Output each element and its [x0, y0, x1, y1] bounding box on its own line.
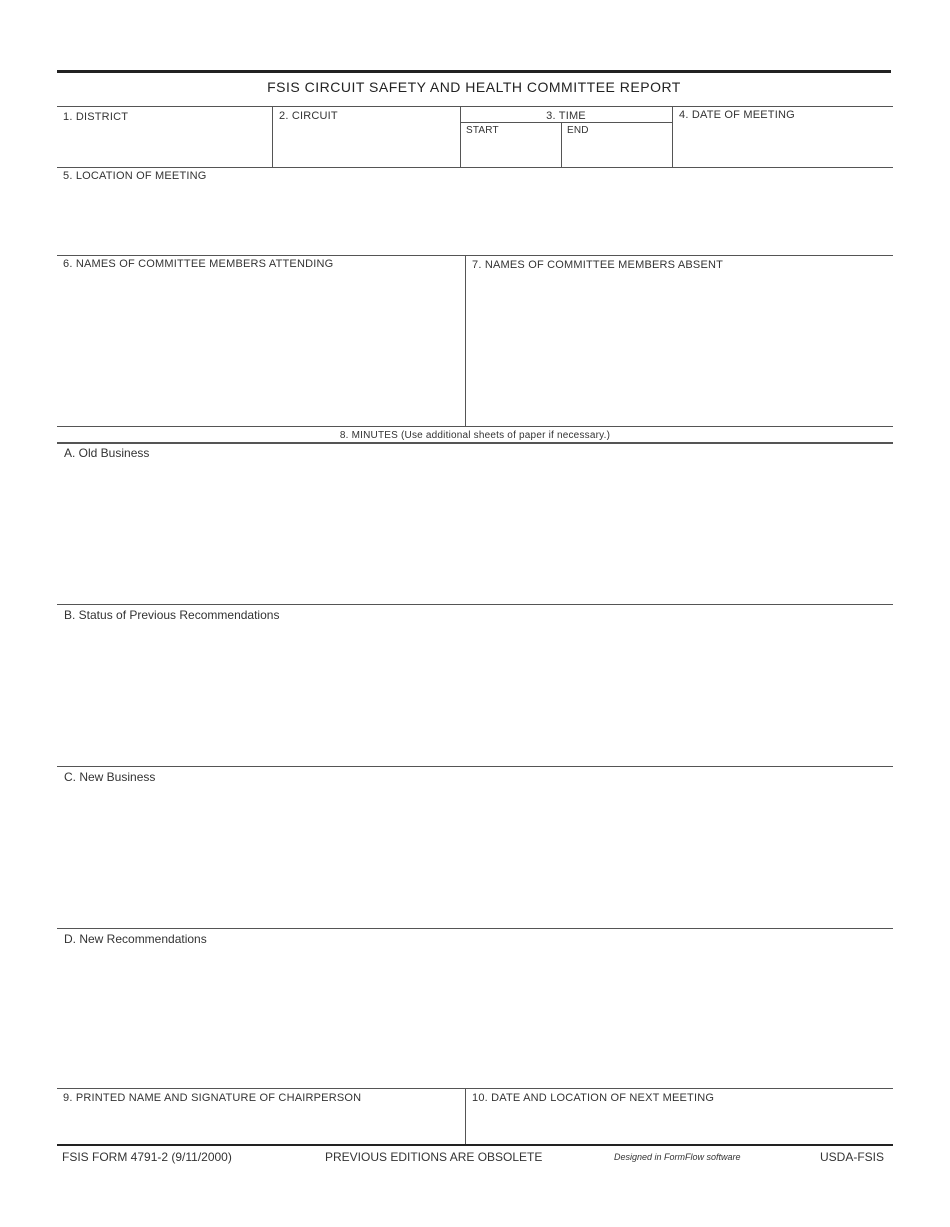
location-label: 5. LOCATION OF MEETING: [63, 170, 207, 182]
end-time-field[interactable]: [562, 123, 672, 167]
absent-label: 7. NAMES OF COMMITTEE MEMBERS ABSENT: [472, 259, 724, 271]
next-meeting-label: 10. DATE AND LOCATION OF NEXT MEETING: [472, 1092, 715, 1104]
date-of-meeting-field[interactable]: [673, 106, 893, 167]
new-recommendations-label: D. New Recommendations: [64, 932, 207, 946]
district-label: 1. DISTRICT: [63, 111, 129, 123]
location-field[interactable]: [57, 168, 893, 255]
absent-field[interactable]: [466, 256, 893, 426]
bottom-rule: [57, 1144, 893, 1146]
status-previous-label: B. Status of Previous Recommendations: [64, 608, 280, 622]
attending-label: 6. NAMES OF COMMITTEE MEMBERS ATTENDING: [63, 258, 334, 270]
end-label: END: [567, 125, 589, 136]
form-title: FSIS CIRCUIT SAFETY AND HEALTH COMMITTEE REPORT: [267, 79, 681, 95]
next-meeting-field[interactable]: [466, 1089, 893, 1145]
circuit-field[interactable]: [273, 106, 460, 167]
chairperson-label: 9. PRINTED NAME AND SIGNATURE OF CHAIRPERSON: [63, 1092, 362, 1104]
old-business-label: A. Old Business: [64, 446, 150, 460]
district-field[interactable]: [57, 106, 272, 167]
top-rule: [57, 70, 891, 73]
old-business-field[interactable]: [57, 444, 893, 604]
new-recommendations-field[interactable]: [57, 929, 893, 1088]
form-number: FSIS FORM 4791-2 (9/11/2000): [62, 1150, 232, 1164]
start-label: START: [466, 125, 499, 136]
minutes-label: 8. MINUTES (Use additional sheets of paper if necessary.): [339, 430, 611, 441]
new-business-label: C. New Business: [64, 770, 156, 784]
start-time-field[interactable]: [461, 123, 561, 167]
obsolete-notice: PREVIOUS EDITIONS ARE OBSOLETE: [325, 1150, 543, 1164]
circuit-label: 2. CIRCUIT: [279, 110, 338, 122]
date-of-meeting-label: 4. DATE OF MEETING: [679, 109, 795, 121]
agency: USDA-FSIS: [820, 1150, 885, 1164]
new-business-field[interactable]: [57, 767, 893, 928]
divider: [57, 426, 893, 427]
time-label: 3. TIME: [546, 110, 586, 122]
status-previous-field[interactable]: [57, 605, 893, 766]
designed-note: Designed in FormFlow software: [614, 1152, 741, 1162]
chairperson-field[interactable]: [57, 1089, 465, 1145]
attending-field[interactable]: [57, 256, 465, 426]
